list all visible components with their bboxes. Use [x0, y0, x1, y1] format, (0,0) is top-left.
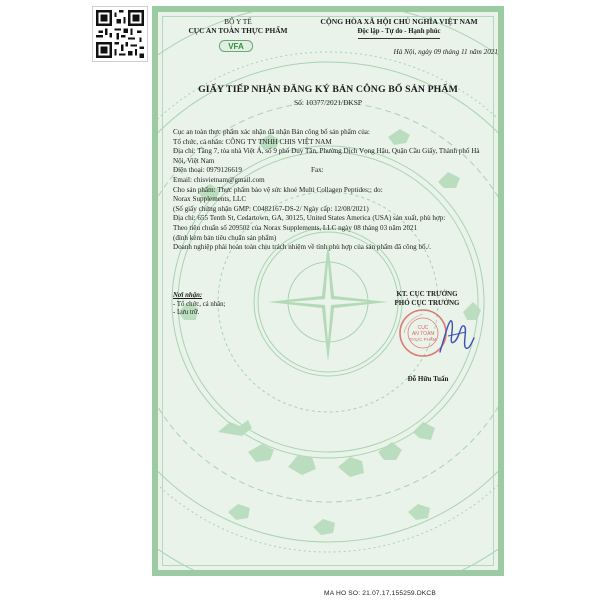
- national-header: [300, 17, 498, 37]
- vfa-logo: [219, 40, 253, 52]
- address-line: Địa chỉ: Tầng 7, tòa nhà Việt Á, số 9 phố Duy Tân, Phường Dịch Vọng Hậu, Quận Cầu Giấy, Thành phố Hà Nội, Việt Nam: [173, 147, 480, 165]
- document-title: GIẤY TIẾP NHẬN ĐĂNG KÝ BẢN CÔNG BỐ SẢN PHẨM: [198, 84, 458, 95]
- product-line: Cho sản phẩm: Thực phẩm bảo vệ sức khoẻ Multi Collagen Peptides;; do:: [173, 185, 383, 194]
- svg-text:VFA: VFA: [228, 42, 244, 51]
- motto-underline: [358, 38, 440, 39]
- phone-line: Điện thoại: 0979126619: [173, 166, 242, 175]
- issuing-authority: [178, 17, 298, 35]
- signatory-title: [372, 290, 482, 308]
- recipient-item: - Lưu trữ.: [173, 309, 200, 316]
- signatory-title-line1: KT. CỤC TRƯỞNG: [396, 290, 458, 298]
- qr-code: [92, 6, 148, 62]
- organization-line: Tổ chức, cá nhân: CÔNG TY TNHH CHIS VIỆT NAM: [173, 137, 332, 146]
- responsibility-line: Doanh nghiệp phải hoàn toàn chịu trách nhiệm về tính phù hợp của sản phẩm đã công bố./.: [173, 243, 432, 252]
- issue-date: Hà Nội, ngày 09 tháng 11 năm 2021: [393, 48, 498, 56]
- recipients-heading: Nơi nhận:: [173, 292, 203, 299]
- signer-name: Đỗ Hữu Tuấn: [407, 375, 449, 383]
- republic-name: CỘNG HÒA XÃ HỘI CHỦ NGHĨA VIỆT NAM: [320, 17, 478, 26]
- manufacturer-address-line: Địa chỉ: 655 Tenth St, Cedartown, GA, 30125, United States America (USA) sản xuất, phù hợp:: [173, 214, 446, 223]
- gmp-line: (Số giấy chứng nhận GMP: C0482167-DS-2/ Ngày cấp: 12/08/2021): [173, 204, 369, 213]
- certificate-body: [173, 128, 491, 253]
- recipients-block: [173, 292, 225, 318]
- fax-line: Fax:: [311, 166, 324, 175]
- svg-text:CỤC: CỤC: [417, 325, 429, 331]
- document-number: Số: 10377/2021/ĐKSP: [294, 98, 362, 107]
- standard-note-line: (đính kèm bản tiêu chuẩn sản phẩm): [173, 233, 277, 242]
- intro-line: Cục an toàn thực phẩm xác nhận đã nhận Bản công bố sản phẩm của:: [173, 128, 370, 136]
- manufacturer-line: Norax Supplements, LLC: [173, 195, 247, 204]
- national-motto: Độc lập - Tự do - Hạnh phúc: [357, 28, 441, 35]
- email-line: Email: chisvietnam@gmail.com: [173, 175, 265, 184]
- recipient-item: - Tổ chức, cá nhân;: [173, 300, 226, 308]
- standard-line: Theo tiêu chuẩn số 209502 của Norax Supplements, LLC ngày 08 tháng 03 năm 2021: [173, 223, 418, 232]
- svg-text:THỰC PHẨM: THỰC PHẨM: [409, 337, 437, 342]
- record-code: MA HO SO: 21.07.17.155259.DKCB: [324, 590, 436, 597]
- agency-name: CỤC AN TOÀN THỰC PHẨM: [188, 26, 288, 35]
- handwritten-signature: [436, 312, 476, 360]
- signatory-title-line2: PHÓ CỤC TRƯỞNG: [394, 299, 460, 307]
- phone-row: [173, 166, 491, 176]
- svg-text:AN TOÀN: AN TOÀN: [411, 331, 435, 337]
- ministry-name: BỘ Y TẾ: [224, 17, 252, 26]
